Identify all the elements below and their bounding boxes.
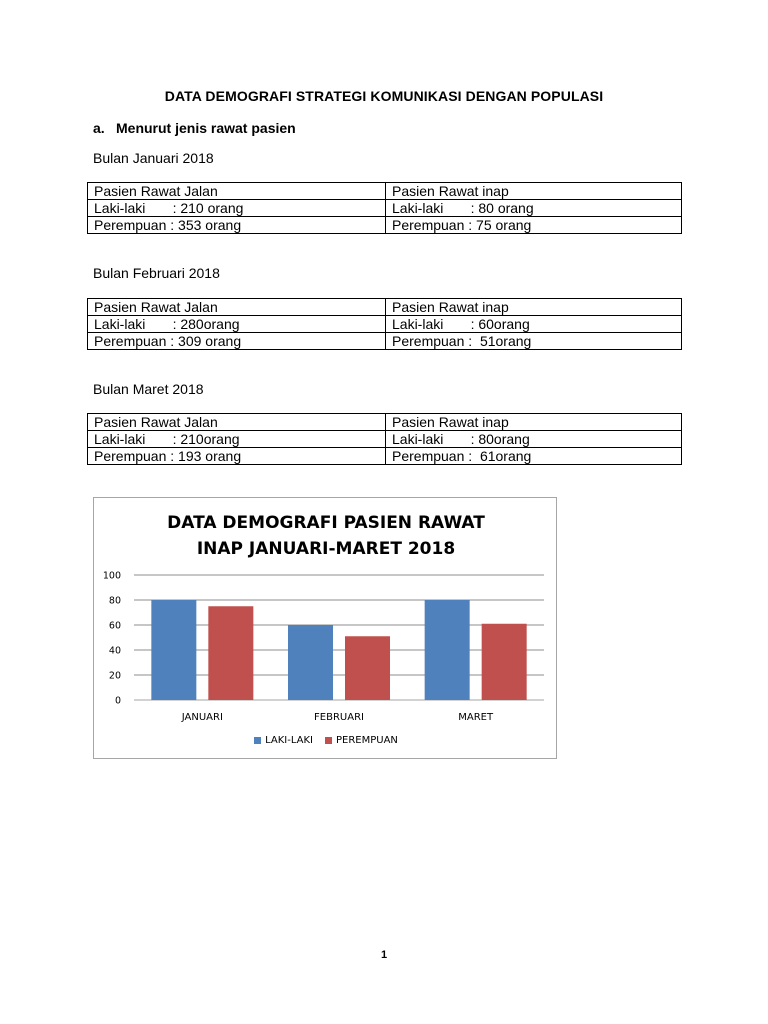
table-januari <box>87 182 682 234</box>
y-tick-label: 40 <box>108 645 121 657</box>
y-tick-label: 60 <box>108 620 121 632</box>
table-cell: Perempuan : 51orang <box>386 333 682 350</box>
legend-item <box>325 735 398 746</box>
x-tick-label: JANUARI <box>181 712 223 723</box>
table-cell: Perempuan : 193 orang <box>88 448 386 465</box>
legend-swatch <box>325 737 332 744</box>
table-row <box>88 183 682 200</box>
table-cell: Laki-laki : 80orang <box>386 431 682 448</box>
table-cell: Perempuan : 353 orang <box>88 217 386 234</box>
table-cell: Pasien Rawat inap <box>386 299 682 316</box>
bar-laki-laki-februari <box>288 625 333 700</box>
table-row <box>88 200 682 217</box>
legend-item <box>254 735 313 746</box>
table-cell: Pasien Rawat Jalan <box>88 414 386 431</box>
table-cell: Laki-laki : 80 orang <box>386 200 682 217</box>
table-row <box>88 448 682 465</box>
bar-perempuan-maret <box>482 624 527 700</box>
chart-title-line-2: INAP JANUARI-MARET 2018 <box>196 539 456 559</box>
table-cell: Perempuan : 75 orang <box>386 217 682 234</box>
table-cell: Pasien Rawat inap <box>386 414 682 431</box>
table-row <box>88 217 682 234</box>
table-row <box>88 299 682 316</box>
table-cell: Perempuan : 309 orang <box>88 333 386 350</box>
bar-perempuan-februari <box>345 636 390 700</box>
table-maret <box>87 413 682 465</box>
legend-label: LAKI-LAKI <box>265 735 313 746</box>
chart-plot <box>94 498 558 760</box>
month-label-maret: Bulan Maret 2018 <box>93 381 204 397</box>
chart-title-line-1: DATA DEMOGRAFI PASIEN RAWAT <box>167 513 485 533</box>
legend-label: PEREMPUAN <box>335 735 398 746</box>
section-number: a. <box>93 120 105 136</box>
x-tick-label: MARET <box>458 712 494 723</box>
table-cell: Laki-laki : 210orang <box>88 431 386 448</box>
table-cell: Laki-laki : 280orang <box>88 316 386 333</box>
x-tick-label: FEBRUARI <box>314 712 364 723</box>
chart-legend <box>94 735 558 747</box>
section-heading <box>93 120 296 136</box>
table-cell: Pasien Rawat Jalan <box>88 183 386 200</box>
y-tick-label: 0 <box>114 695 121 707</box>
table-cell: Laki-laki : 60orang <box>386 316 682 333</box>
page-number: 1 <box>380 949 388 961</box>
month-label-januari: Bulan Januari 2018 <box>93 150 214 166</box>
table-row <box>88 316 682 333</box>
table-cell: Pasien Rawat Jalan <box>88 299 386 316</box>
bar-perempuan-januari <box>208 606 253 700</box>
bar-laki-laki-maret <box>425 600 470 700</box>
chart-container <box>93 497 557 759</box>
bar-laki-laki-januari <box>151 600 196 700</box>
y-tick-label: 20 <box>108 670 121 682</box>
table-row <box>88 333 682 350</box>
table-cell: Laki-laki : 210 orang <box>88 200 386 217</box>
legend-swatch <box>254 737 261 744</box>
month-label-februari: Bulan Februari 2018 <box>93 265 220 281</box>
table-cell: Pasien Rawat inap <box>386 183 682 200</box>
section-title: Menurut jenis rawat pasien <box>116 120 296 136</box>
table-row <box>88 414 682 431</box>
table-row <box>88 431 682 448</box>
document-title: DATA DEMOGRAFI STRATEGI KOMUNIKASI DENGAN POPULASI <box>164 88 604 104</box>
y-tick-label: 100 <box>102 570 121 582</box>
table-februari <box>87 298 682 350</box>
table-cell: Perempuan : 61orang <box>386 448 682 465</box>
y-tick-label: 80 <box>108 595 121 607</box>
